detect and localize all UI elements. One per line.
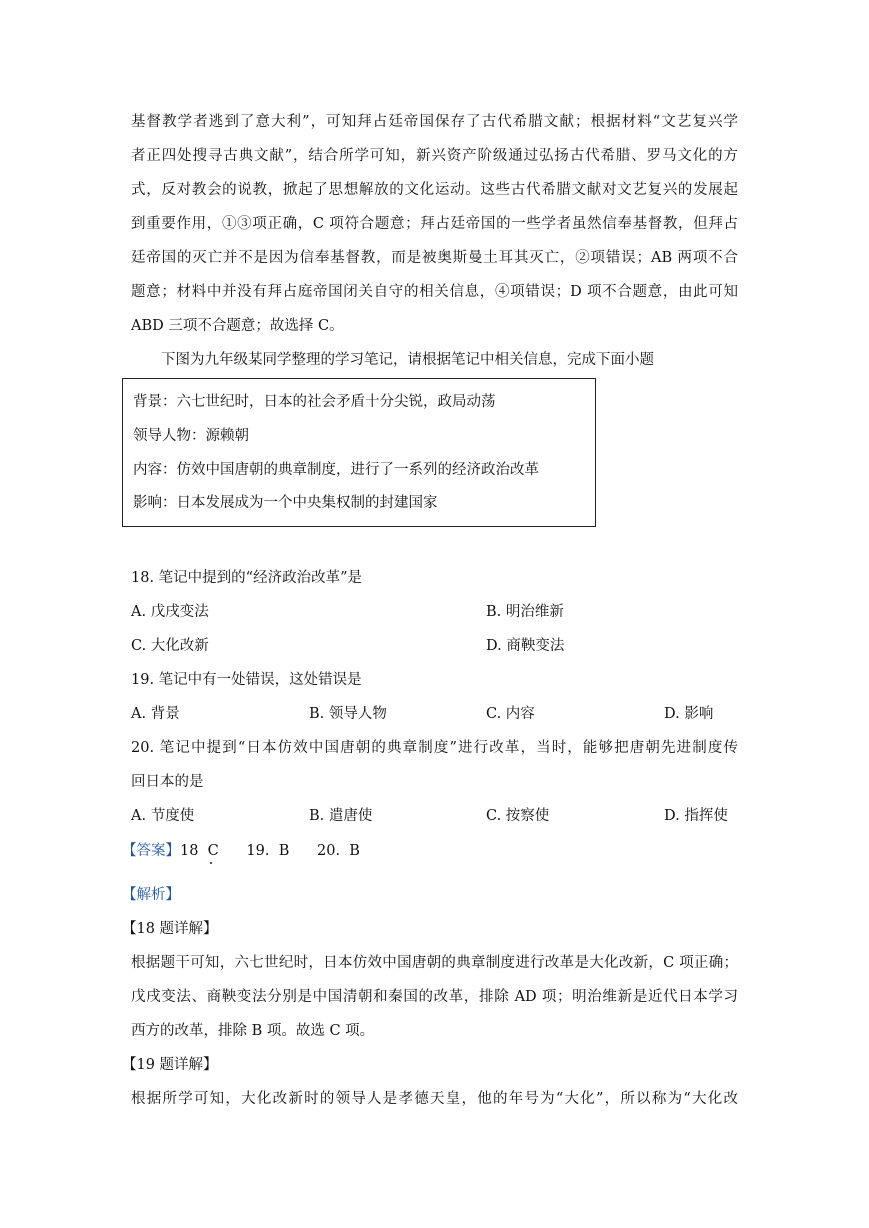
- paragraph-line: 式，反对教会的说教，掀起了思想解放的文化运动。这些古代希腊文献对文艺复兴的发展起: [131, 182, 738, 198]
- q19-option-a: A. 背景: [131, 706, 180, 722]
- question-19-stem: 19. 笔记中有一处错误，这处错误是: [131, 672, 362, 688]
- paragraph-line: 廷帝国的灭亡并不是因为信奉基督教，而是被奥斯曼土耳其灭亡，②项错误；AB 两项不合: [131, 250, 738, 266]
- detail-18-line: 西方的改革，排除 B 项。故选 C 项。: [131, 1023, 375, 1039]
- q19-option-d: D. 影响: [664, 706, 714, 722]
- detail-18-label: 【18 题详解】: [122, 921, 218, 937]
- q20-option-d: D. 指挥使: [664, 808, 728, 824]
- q20-option-c: C. 按察使: [486, 808, 550, 824]
- detail-18-line: 戊戌变法、商鞅变法分别是中国清朝和秦国的改革，排除 AD 项；明治维新是近代日本学习: [131, 989, 738, 1005]
- paragraph-line: ABD 三项不合题意；故选择 C。: [131, 318, 344, 334]
- question-20-stem-cont: 回日本的是: [131, 774, 204, 790]
- detail-19-line: 根据所学可知，大化改新时的领导人是孝德天皇，他的年号为“大化”，所以称为“大化改: [131, 1091, 738, 1107]
- question-20-stem: 20. 笔记中提到“日本仿效中国唐朝的典章制度”进行改革，当时，能够把唐朝先进制度传: [131, 740, 738, 756]
- answer-label: 【答案】: [122, 843, 180, 859]
- material-intro: 下图为九年级某同学整理的学习笔记，请根据笔记中相关信息，完成下面小题: [161, 352, 654, 368]
- answer-line: [122, 841, 360, 861]
- detail-18-line: 根据题干可知，六七世纪时，日本仿效中国唐朝的典章制度进行改革是大化改新，C 项正确；: [131, 955, 738, 971]
- paragraph-line: 者正四处搜寻古典文献”，结合所学可知，新兴资产阶级通过弘扬古代希腊、罗马文化的方: [131, 148, 738, 164]
- note-background: 背景：六七世纪时，日本的社会矛盾十分尖锐，政局动荡: [133, 394, 496, 410]
- q18-option-a: A. 戊戌变法: [131, 604, 209, 620]
- note-impact: 影响：日本发展成为一个中央集权制的封建国家: [133, 495, 438, 511]
- paragraph-line: 到重要作用，①③项正确，C 项符合题意；拜占廷帝国的一些学者虽然信奉基督教，但拜占: [131, 216, 738, 232]
- paragraph-line: 基督教学者逃到了意大利”，可知拜占廷帝国保存了古代希腊文献；根据材料“文艺复兴学: [131, 114, 738, 130]
- study-note-box: [122, 378, 596, 527]
- q20-option-b: B. 遣唐使: [309, 808, 373, 824]
- question-18-stem: 18. 笔记中提到的“经济政治改革”是: [131, 570, 362, 586]
- note-leader: 领导人物：源赖朝: [133, 428, 249, 444]
- q18-option-c: C. 大化改新: [131, 638, 209, 654]
- paragraph-line: 题意；材料中并没有拜占庭帝国闭关自守的相关信息，④项错误；D 项不合题意，由此可知: [131, 284, 738, 300]
- q19-option-c: C. 内容: [486, 706, 535, 722]
- detail-19-label: 【19 题详解】: [122, 1057, 218, 1073]
- analysis-label: 【解析】: [122, 887, 180, 903]
- q20-option-a: A. 节度使: [131, 808, 195, 824]
- answer-text: 18 C 19. B 20. B: [180, 843, 360, 859]
- q19-option-b: B. 领导人物: [309, 706, 387, 722]
- q18-option-b: B. 明治维新: [486, 604, 564, 620]
- note-content: 内容：仿效中国唐朝的典章制度，进行了一系列的经济政治改革: [133, 462, 539, 478]
- decorative-dot: [210, 862, 212, 864]
- q18-option-d: D. 商鞅变法: [486, 638, 565, 654]
